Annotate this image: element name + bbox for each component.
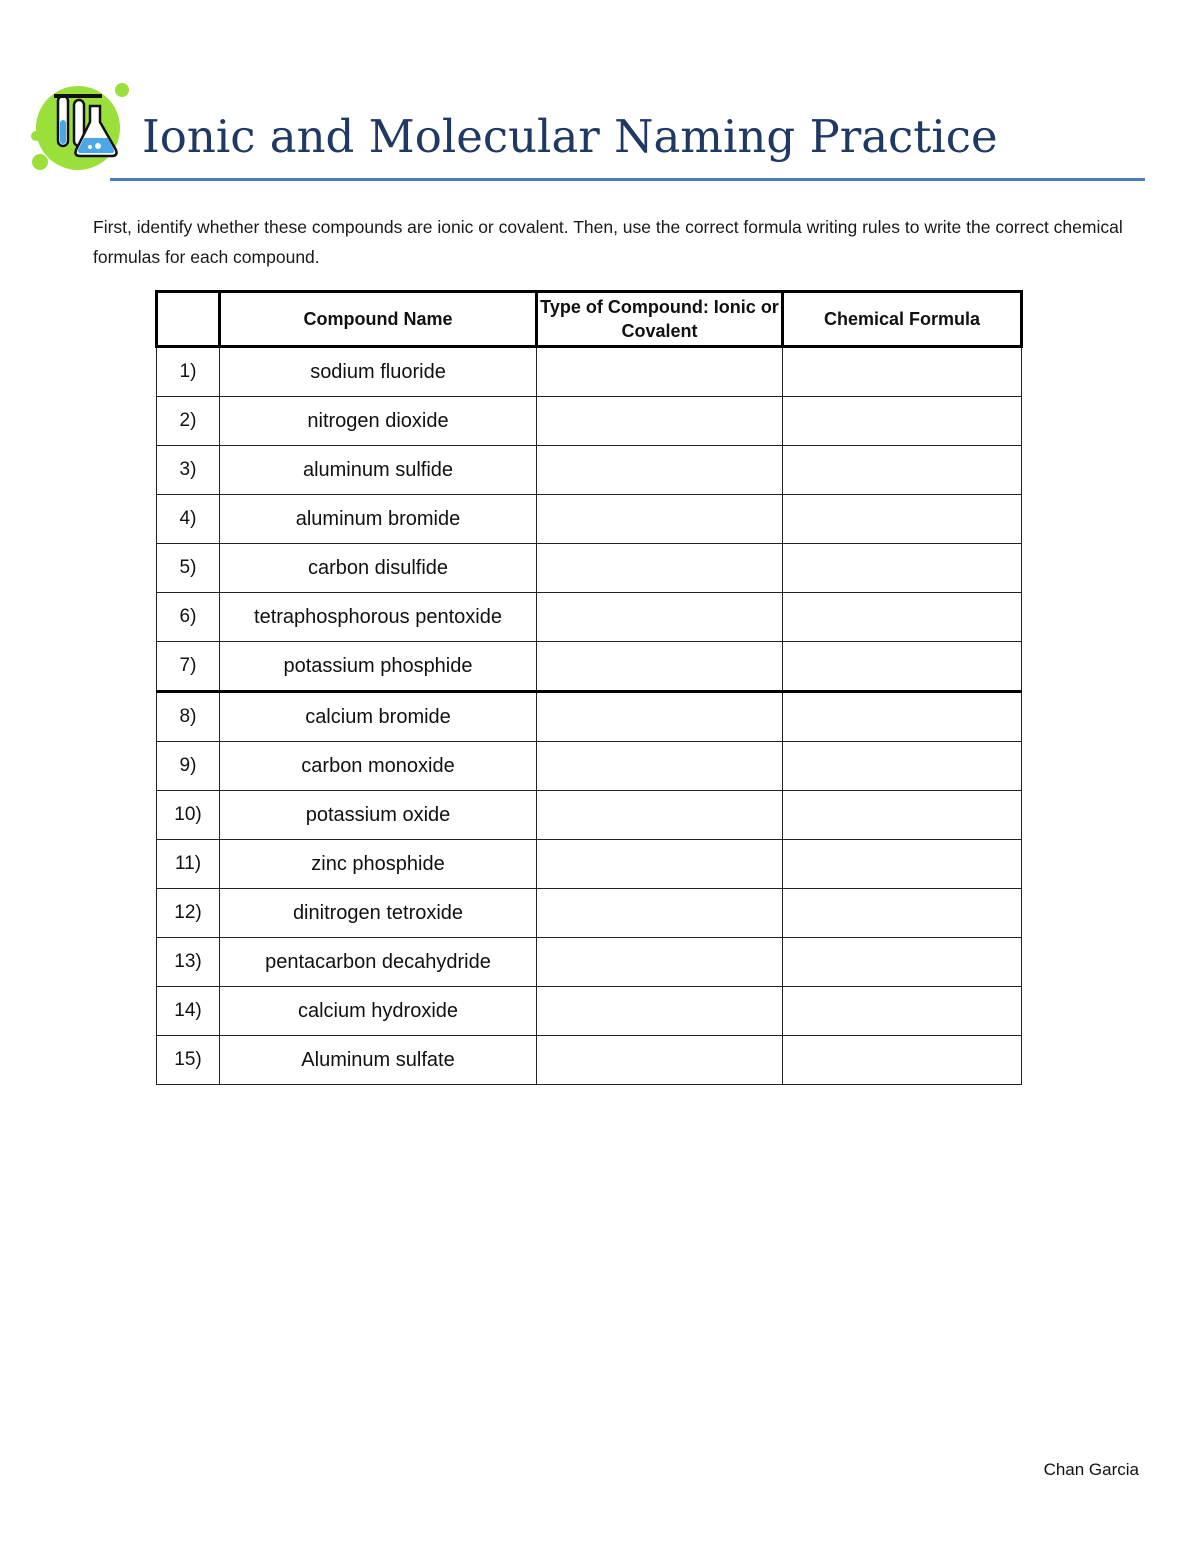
compound-name-cell: carbon disulfide	[220, 544, 537, 593]
table-row	[157, 397, 1022, 446]
row-number: 3)	[157, 446, 220, 495]
table-row	[157, 1036, 1022, 1085]
compound-name-cell: nitrogen dioxide	[220, 397, 537, 446]
table-row	[157, 642, 1022, 692]
chemical-formula-answer-cell[interactable]	[783, 692, 1022, 742]
chemical-formula-answer-cell[interactable]	[783, 987, 1022, 1036]
table-row	[157, 987, 1022, 1036]
compound-name-cell: carbon monoxide	[220, 742, 537, 791]
instructions-text: First, identify whether these compounds are ionic or covalent. Then, use the correct formula writing rules to write the correct chemical formulas for each compound.	[93, 217, 1123, 267]
row-number: 12)	[157, 889, 220, 938]
compound-type-answer-cell[interactable]	[537, 347, 783, 397]
chemical-formula-answer-cell[interactable]	[783, 347, 1022, 397]
table-row	[157, 495, 1022, 544]
row-number: 11)	[157, 840, 220, 889]
table-row	[157, 593, 1022, 642]
header-chemical-formula: Chemical Formula	[783, 292, 1022, 347]
table-row	[157, 446, 1022, 495]
compound-name-cell: pentacarbon decahydride	[220, 938, 537, 987]
row-number: 4)	[157, 495, 220, 544]
compound-name-cell: Aluminum sulfate	[220, 1036, 537, 1085]
chemical-formula-answer-cell[interactable]	[783, 446, 1022, 495]
chemical-formula-answer-cell[interactable]	[783, 593, 1022, 642]
table-header-row	[157, 292, 1022, 347]
table-row	[157, 742, 1022, 791]
compound-type-answer-cell[interactable]	[537, 938, 783, 987]
compound-name-cell: sodium fluoride	[220, 347, 537, 397]
compound-type-answer-cell[interactable]	[537, 987, 783, 1036]
chemical-formula-answer-cell[interactable]	[783, 544, 1022, 593]
row-number: 2)	[157, 397, 220, 446]
compound-table	[155, 290, 1023, 1085]
row-number: 13)	[157, 938, 220, 987]
compound-name-cell: tetraphosphorous pentoxide	[220, 593, 537, 642]
compound-name-cell: aluminum sulfide	[220, 446, 537, 495]
header-compound-name: Compound Name	[220, 292, 537, 347]
compound-type-answer-cell[interactable]	[537, 544, 783, 593]
compound-name-cell: dinitrogen tetroxide	[220, 889, 537, 938]
row-number: 5)	[157, 544, 220, 593]
compound-name-cell: aluminum bromide	[220, 495, 537, 544]
table-row	[157, 347, 1022, 397]
row-number: 10)	[157, 791, 220, 840]
title-underline	[110, 178, 1145, 181]
chemical-formula-answer-cell[interactable]	[783, 840, 1022, 889]
compound-type-answer-cell[interactable]	[537, 1036, 783, 1085]
row-number: 15)	[157, 1036, 220, 1085]
compound-name-cell: calcium hydroxide	[220, 987, 537, 1036]
compound-name-cell: potassium phosphide	[220, 642, 537, 692]
table-row	[157, 889, 1022, 938]
compound-type-answer-cell[interactable]	[537, 495, 783, 544]
table-row	[157, 791, 1022, 840]
compound-type-answer-cell[interactable]	[537, 593, 783, 642]
compound-type-answer-cell[interactable]	[537, 791, 783, 840]
table-row	[157, 692, 1022, 742]
chemical-formula-answer-cell[interactable]	[783, 397, 1022, 446]
row-number: 8)	[157, 692, 220, 742]
chemical-formula-answer-cell[interactable]	[783, 791, 1022, 840]
compound-type-answer-cell[interactable]	[537, 692, 783, 742]
compound-type-answer-cell[interactable]	[537, 642, 783, 692]
chemical-formula-answer-cell[interactable]	[783, 495, 1022, 544]
compound-type-answer-cell[interactable]	[537, 397, 783, 446]
lab-glassware-logo-icon	[28, 76, 132, 180]
table-row	[157, 840, 1022, 889]
compound-name-cell: calcium bromide	[220, 692, 537, 742]
compound-type-answer-cell[interactable]	[537, 840, 783, 889]
row-number: 9)	[157, 742, 220, 791]
compound-type-answer-cell[interactable]	[537, 446, 783, 495]
row-number: 6)	[157, 593, 220, 642]
compound-name-cell: zinc phosphide	[220, 840, 537, 889]
page-title: Ionic and Molecular Naming Practice	[142, 110, 998, 163]
header-number	[157, 292, 220, 347]
compound-type-answer-cell[interactable]	[537, 742, 783, 791]
compound-name-cell: potassium oxide	[220, 791, 537, 840]
chemical-formula-answer-cell[interactable]	[783, 938, 1022, 987]
row-number: 14)	[157, 987, 220, 1036]
table-row	[157, 544, 1022, 593]
row-number: 1)	[157, 347, 220, 397]
chemical-formula-answer-cell[interactable]	[783, 1036, 1022, 1085]
chemical-formula-answer-cell[interactable]	[783, 889, 1022, 938]
chemical-formula-answer-cell[interactable]	[783, 742, 1022, 791]
author-name: Chan Garcia	[1043, 1460, 1139, 1479]
chemical-formula-answer-cell[interactable]	[783, 642, 1022, 692]
table-row	[157, 938, 1022, 987]
header-compound-type: Type of Compound: Ionic or Covalent	[537, 292, 783, 347]
compound-type-answer-cell[interactable]	[537, 889, 783, 938]
row-number: 7)	[157, 642, 220, 692]
